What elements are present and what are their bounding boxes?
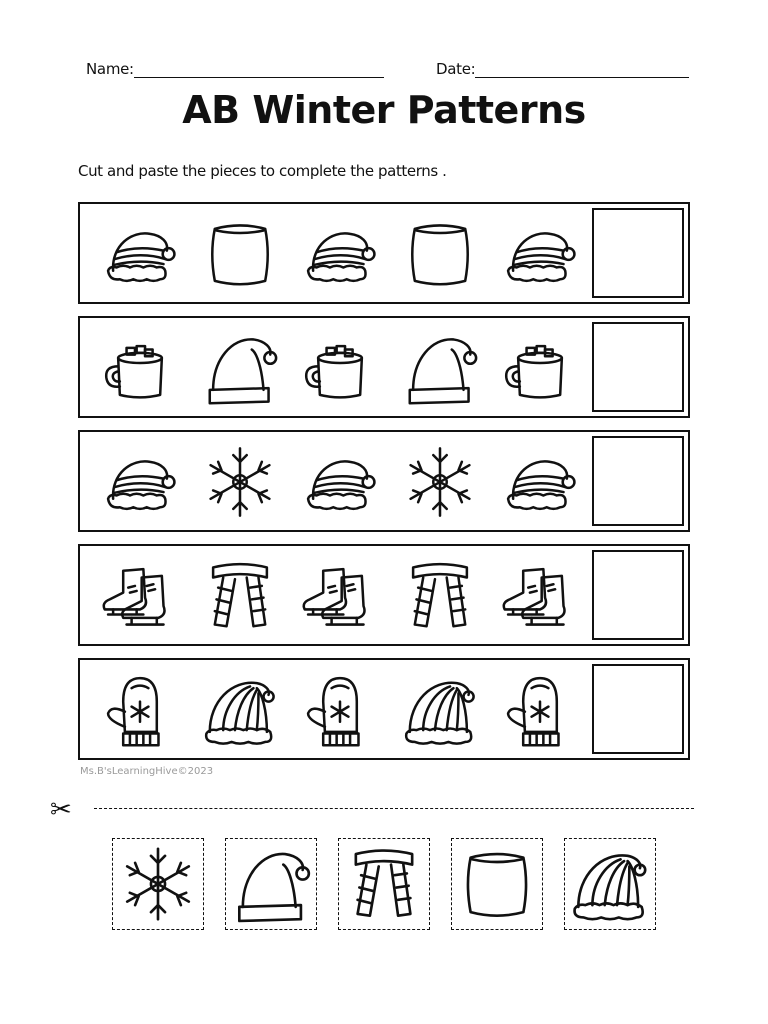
snowflake-icon	[398, 440, 482, 524]
marshmallow-icon	[398, 212, 482, 296]
hot-cocoa-mug-icon	[98, 326, 182, 410]
pattern-row-4	[78, 544, 690, 646]
pattern-row-3	[78, 430, 690, 532]
ice-skates-icon	[298, 554, 382, 638]
marshmallow-icon	[198, 212, 282, 296]
winter-hat-icon	[498, 440, 582, 524]
scarf-icon	[398, 554, 482, 638]
date-field	[436, 60, 689, 78]
ice-skates-icon	[498, 554, 582, 638]
winter-hat-icon	[298, 440, 382, 524]
answer-box[interactable]	[592, 436, 684, 526]
cut-piece[interactable]	[564, 838, 656, 930]
winter-hat-icon	[298, 212, 382, 296]
date-blank-line[interactable]	[475, 63, 689, 78]
santa-hat-icon	[226, 839, 316, 933]
cut-piece[interactable]	[225, 838, 317, 930]
name-blank-line[interactable]	[134, 63, 384, 78]
ice-skates-icon	[98, 554, 182, 638]
answer-box[interactable]	[592, 550, 684, 640]
hot-cocoa-mug-icon	[498, 326, 582, 410]
copyright-credit: Ms.B'sLearningHive©2023	[80, 766, 214, 777]
cut-piece[interactable]	[112, 838, 204, 930]
name-field	[86, 60, 384, 78]
dashed-cut-line	[94, 808, 694, 809]
mitten-icon	[98, 668, 182, 752]
snowflake-icon	[113, 839, 203, 933]
pattern-row-2	[78, 316, 690, 418]
scarf-icon	[198, 554, 282, 638]
mitten-icon	[298, 668, 382, 752]
instructions-text: Cut and paste the pieces to complete the patterns .	[78, 162, 447, 180]
scarf-icon	[339, 839, 429, 933]
santa-hat-icon	[198, 326, 282, 410]
winter-hat-icon	[98, 212, 182, 296]
scissors-icon: ✂	[50, 795, 72, 825]
name-label: Name:	[86, 60, 134, 78]
striped-hat-icon	[398, 668, 482, 752]
pattern-row-1	[78, 202, 690, 304]
striped-hat-icon	[565, 839, 655, 933]
answer-box[interactable]	[592, 664, 684, 754]
answer-box[interactable]	[592, 322, 684, 412]
date-label: Date:	[436, 60, 476, 78]
winter-hat-icon	[98, 440, 182, 524]
mitten-icon	[498, 668, 582, 752]
cut-piece[interactable]	[338, 838, 430, 930]
striped-hat-icon	[198, 668, 282, 752]
hot-cocoa-mug-icon	[298, 326, 382, 410]
cut-line	[50, 796, 696, 824]
cut-piece[interactable]	[451, 838, 543, 930]
santa-hat-icon	[398, 326, 482, 410]
marshmallow-icon	[452, 839, 542, 933]
page-title: AB Winter Patterns	[182, 88, 586, 132]
pattern-row-5	[78, 658, 690, 760]
snowflake-icon	[198, 440, 282, 524]
answer-box[interactable]	[592, 208, 684, 298]
winter-hat-icon	[498, 212, 582, 296]
